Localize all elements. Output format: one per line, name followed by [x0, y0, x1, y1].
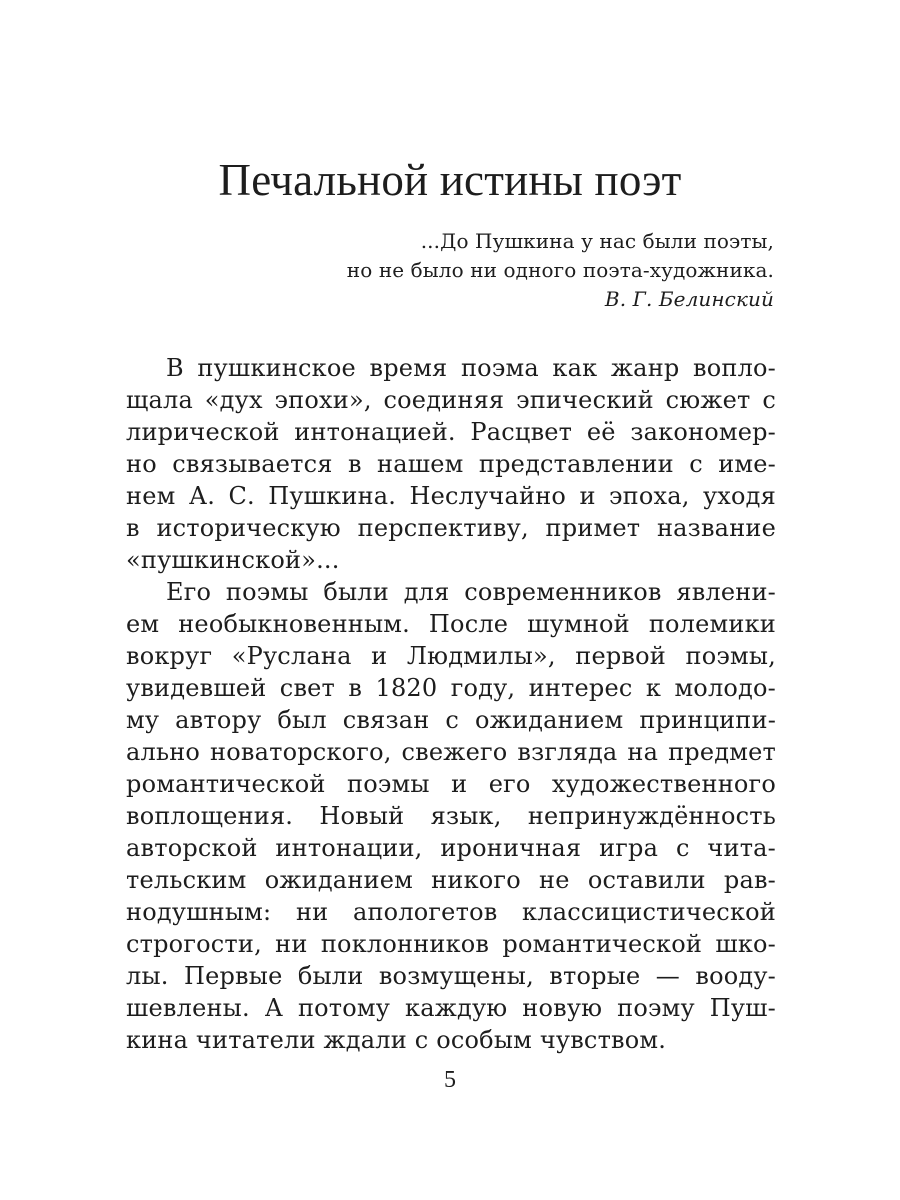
text-line: щала «дух эпохи», соединяя эпический сюжет с: [126, 386, 776, 414]
text-line: вокруг «Руслана и Людмилы», первой поэмы,: [126, 642, 776, 670]
text-line: ально новаторского, свежего взгляда на предмет: [126, 738, 776, 766]
text-line: лы. Первые были возмущены, вторые — вооду-: [126, 962, 776, 990]
text-line: в историческую перспективу, примет название: [126, 514, 776, 542]
text-line: лирической интонацией. Расцвет её закономер-: [126, 418, 776, 446]
text-line: «пушкинской»...: [126, 546, 340, 574]
text-line: Его поэмы были для современников явлени-: [166, 578, 776, 606]
epigraph: [214, 227, 774, 314]
epigraph-author: В. Г. Белинский: [604, 287, 774, 311]
text-line: шевлены. А потому каждую новую поэму Пуш-: [126, 994, 776, 1022]
text-line: увидевшей свет в 1820 году, интерес к молодо-: [126, 674, 776, 702]
epigraph-line: но не было ни одного поэта-художника.: [346, 258, 774, 282]
text-line: В пушкинское время поэма как жанр вопло-: [166, 354, 776, 382]
page-number: 5: [444, 1067, 456, 1093]
text-line: авторской интонации, ироничная игра с чита-: [126, 834, 776, 862]
text-line: но связывается в нашем представлении с име-: [126, 450, 776, 478]
body-text: [126, 352, 776, 1056]
epigraph-line: ...До Пушкина у нас были поэты,: [420, 229, 774, 253]
text-line: тельским ожиданием никого не оставили рав-: [126, 866, 776, 894]
paragraph-1: [126, 352, 776, 576]
text-line: кина читатели ждали с особым чувством.: [126, 1026, 667, 1054]
chapter-title: Печальной истины поэт: [218, 155, 682, 205]
text-line: ем необыкновенным. После шумной полемики: [126, 610, 776, 638]
text-line: романтической поэмы и его художественного: [126, 770, 776, 798]
text-line: воплощения. Новый язык, непринуждённость: [126, 802, 776, 830]
text-line: строгости, ни поклонников романтической шко-: [126, 930, 776, 958]
text-line: нем А. С. Пушкина. Неслучайно и эпоха, уходя: [126, 482, 776, 510]
text-line: му автору был связан с ожиданием принципи-: [126, 706, 776, 734]
text-line: нодушным: ни апологетов классицистической: [126, 898, 776, 926]
paragraph-2: [126, 576, 776, 1056]
